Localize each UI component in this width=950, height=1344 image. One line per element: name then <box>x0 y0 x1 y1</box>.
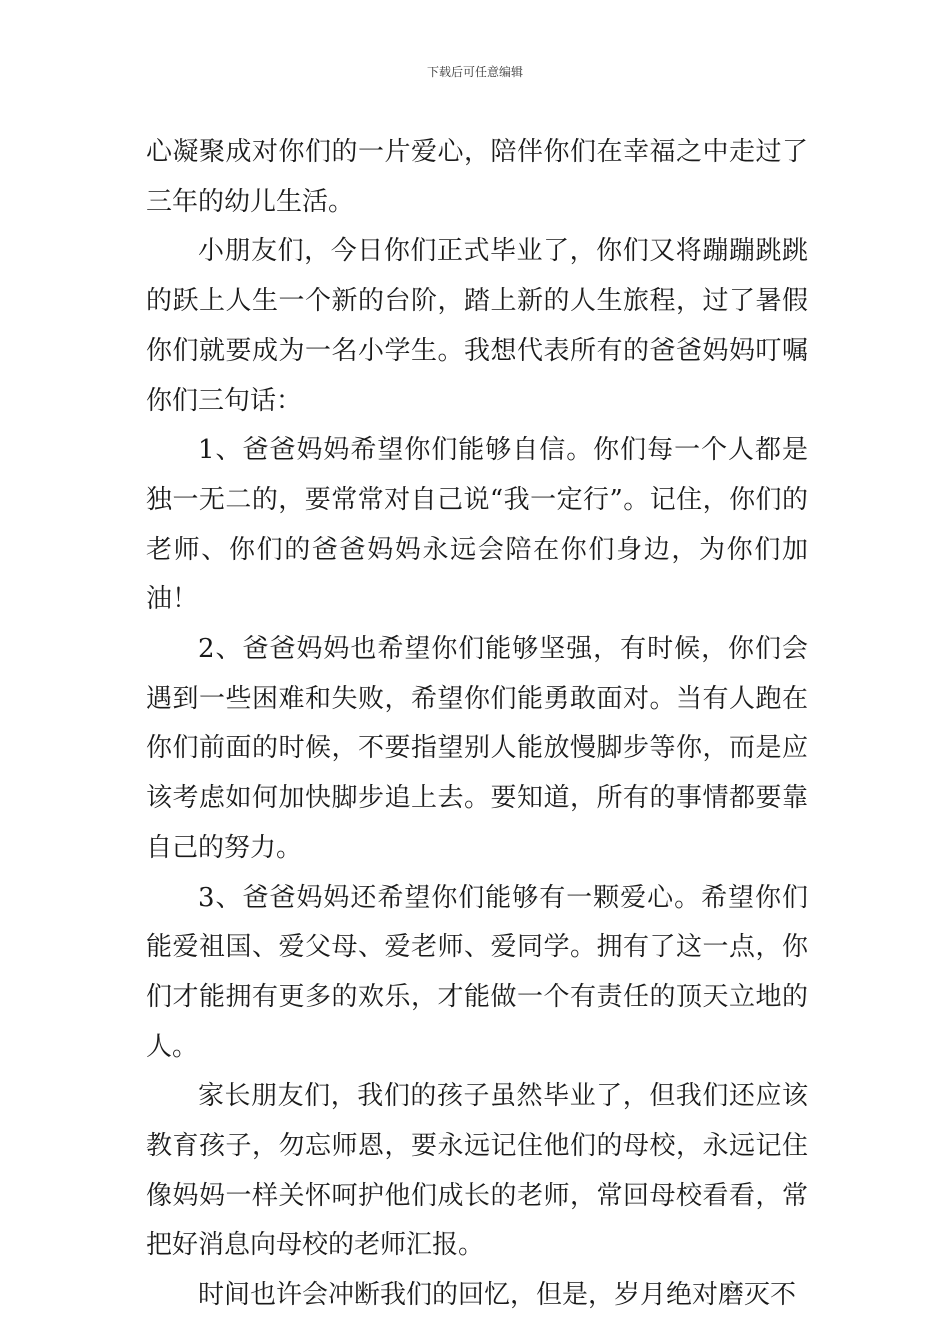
paragraph-1: 心凝聚成对你们的一片爱心，陪伴你们在幸福之中走过了三年的幼儿生活。 <box>146 137 808 217</box>
paragraph-6: 家长朋友们，我们的孩子虽然毕业了，但我们还应该教育孩子，勿忘师恩，要永远记住他们的母校，永远记住像妈妈一样关怀呵护他们成长的老师，常回母校看看，常把好消息向母校的老师汇报。 <box>146 1081 808 1261</box>
paragraph-3: 1、爸爸妈妈希望你们能够自信。你们每一个人都是独一无二的，要常常对自己说“我一定行”。记住，你们的老师、你们的爸爸妈妈永远会陪在你们身边，为你们加油！ <box>146 435 808 615</box>
paragraph-7: 时间也许会冲断我们的回忆，但是，岁月绝对磨灭不 <box>198 1280 797 1311</box>
document-body <box>146 128 808 1321</box>
paragraph-4: 2、爸爸妈妈也希望你们能够坚强，有时候，你们会遇到一些困难和失败，希望你们能勇敢面对。当有人跑在你们前面的时候，不要指望别人能放慢脚步等你，而是应该考虑如何加快脚步追上去。要知道，所有的事情都要靠自己的努力。 <box>146 634 808 863</box>
page-header-note: 下载后可任意编辑 <box>426 65 523 79</box>
paragraph-5: 3、爸爸妈妈还希望你们能够有一颗爱心。希望你们能爱祖国、爱父母、爱老师、爱同学。拥有了这一点，你们才能拥有更多的欢乐，才能做一个有责任的顶天立地的人。 <box>146 882 808 1062</box>
paragraph-2: 小朋友们，今日你们正式毕业了，你们又将蹦蹦跳跳的跃上人生一个新的台阶，踏上新的人生旅程，过了暑假你们就要成为一名小学生。我想代表所有的爸爸妈妈叮嘱你们三句话： <box>146 236 808 416</box>
